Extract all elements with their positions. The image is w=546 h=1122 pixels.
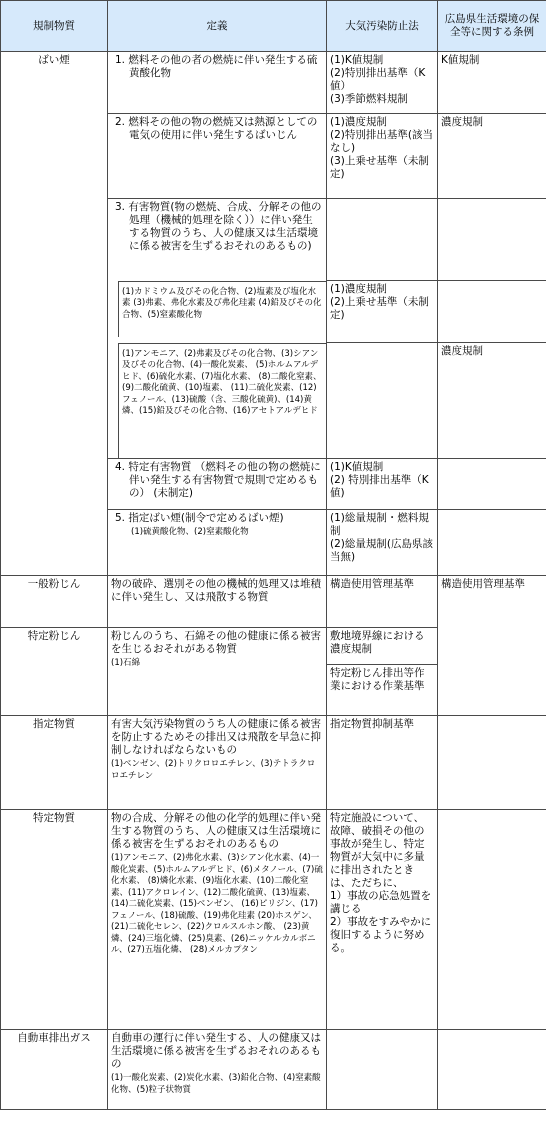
table-row: [1, 576, 546, 628]
ordinance-cell: 濃度規制: [438, 343, 546, 459]
law-cell: [327, 510, 438, 576]
definition-subcell: [108, 281, 327, 343]
definition-cell: [108, 628, 327, 716]
substance-name-tokutei-busshitsu: 特定物質: [1, 810, 108, 1030]
definition-note: (1)一酸化炭素、(2)炭化水素、(3)鉛化合物、(4)窒素酸化物、(5)粒子状物質: [111, 1073, 321, 1095]
law-line: (2)特別排出基準(該当なし): [330, 129, 433, 154]
law-cell: [327, 1030, 438, 1110]
definition-text: 粉じんのうち、石綿その他の健康に係る被害を生じるおそれがある物質: [111, 630, 321, 655]
sub-substance-list: (1)カドミウム及びその化合物、(2)塩素及び塩化水素 (3)弗素、弗化水素及び弗化珪素 (4)鉛及びその化合物、(5)窒素酸化物: [122, 286, 322, 320]
law-line: (2) 特別排出基準（K値): [330, 474, 429, 499]
law-line: 特定施設について、故障、破損その他の事故が発生し、特定物質が大気中に多量に排出されたときは、ただちに、: [330, 812, 425, 889]
table-row: [1, 52, 546, 114]
definition-text: 5. 指定ばい煙(制令で定めるばい煙): [115, 512, 284, 524]
ordinance-cell: [438, 716, 546, 810]
header-air-pollution-law: 大気汚染防止法: [327, 1, 438, 52]
table-row: [1, 810, 546, 1030]
ordinance-cell: [438, 459, 546, 510]
definition-cell: [108, 52, 327, 114]
definition-subcell: [108, 343, 327, 459]
definition-cell: 物の破砕、選別その他の機械的処理又は堆積に伴い発生し、又は飛散する物質: [108, 576, 327, 628]
definition-cell: [108, 459, 327, 510]
ordinance-cell: [438, 199, 546, 281]
law-line: (1)K値規制: [330, 461, 384, 473]
law-cell: [327, 52, 438, 114]
substance-name-jidousha: 自動車排出ガス: [1, 1030, 108, 1110]
definition-text: 1. 燃料その他の者の燃焼に伴い発生する硫黄酸化物: [115, 54, 318, 79]
definition-cell: [108, 716, 327, 810]
definition-note: (1)アンモニア、(2)弗化水素、(3)シアン化水素、(4)一酸化炭素、(5)ホルムアルデヒド、(6)メタノール、(7)硫化水素、 (8)燐化水素、(9)塩化水素、(10)二酸化窒素、(11)アクロレイン、(12)二酸化硫黄、(13)塩素、(14)二硫化炭素、(15)ベンゼン、 (16)ピリジン、(17)フェノール、(18)硫酸、(19)弗化珪素 (20)ホスゲン、(21)二硫化セレン、(22)クロルスルホン酸、 (23)黄燐、(24)三塩化燐、(25)臭素、(26)ニッケルカルボニル、(27)五塩化燐、 (28)メルカプタン: [111, 853, 323, 955]
definition-text: 物の合成、分解その他の化学的処理に伴い発生する物質のうち、人の健康又は生活環境に係る被害を生ずるおそれのあるもの: [111, 812, 321, 850]
substance-name-tokutei-funjin: 特定粉じん: [1, 628, 108, 716]
law-cell: 指定物質抑制基準: [327, 716, 438, 810]
law-line: (2)総量規制(広島県該当無): [330, 538, 433, 563]
law-cell: [327, 114, 438, 199]
definition-note: (1)硫黄酸化物、(2)窒素酸化物: [131, 527, 249, 537]
law-cell: [327, 199, 438, 281]
definition-text: 自動車の運行に伴い発生する、人の健康又は生活環境に係る被害を生ずるおそれのあるもの: [111, 1032, 321, 1070]
ordinance-cell: 構造使用管理基準: [438, 576, 546, 716]
sub-substance-list: (1)アンモニア、(2)弗素及びその化合物、(3)シアン及びその化合物、(4)一酸化炭素、 (5)ホルムアルデヒド、(6)硫化水素、(7)塩化水素、 (8)二酸化窒素、(9)二酸化硫黄、(10)塩素、 (11)二硫化炭素、(12)フェノール、(13)硫酸（含、三酸化硫黄)、(14)黄燐、(15)鉛及びその化合物、(16)アセトアルデヒド: [122, 348, 322, 416]
law-cell: [327, 459, 438, 510]
sub-box: [118, 343, 326, 458]
ordinance-cell: [438, 510, 546, 576]
definition-cell: [108, 114, 327, 199]
law-cell: 構造使用管理基準: [327, 576, 438, 628]
header-row: [1, 1, 546, 52]
sub-box: [118, 281, 326, 337]
ordinance-cell: K値規制: [438, 52, 546, 114]
table-row: [1, 716, 546, 810]
substance-name-shitei-busshitsu: 指定物質: [1, 716, 108, 810]
ordinance-cell: [438, 1030, 546, 1110]
law-line: (2)上乗せ基準（未制定): [330, 296, 429, 321]
law-line: 2）事故をすみやかに復旧するように努める。: [330, 916, 432, 954]
law-cell: [327, 810, 438, 1030]
law-cell: [327, 343, 438, 459]
header-hiroshima-ordinance: 広島県生活環境の保全等に関する条例: [438, 1, 546, 52]
definition-text: 有害大気汚染物質のうち人の健康に係る被害を防止するためその排出又は飛散を早急に抑制しなければならないもの: [111, 718, 321, 756]
definition-note: (1)ベンゼン、(2)トリクロロエチレン、(3)テトラクロロエチレン: [111, 759, 316, 781]
law-cell: 敷地境界線における濃度規制: [327, 628, 438, 665]
law-line: (1)総量規制・燃料規制: [330, 512, 429, 537]
ordinance-cell: 濃度規制: [438, 114, 546, 199]
law-cell: 特定粉じん排出等作業における作業基準: [327, 665, 438, 716]
ordinance-cell: [438, 810, 546, 1030]
table-row: [1, 1030, 546, 1110]
substance-name-ippan-funjin: 一般粉じん: [1, 576, 108, 628]
law-line: (2)特別排出基準（K値）: [330, 67, 426, 92]
law-line: (1)濃度規制: [330, 283, 387, 295]
definition-text: 4. 特定有害物質 （燃料その他の物の燃焼に伴い発生する有害物質で規則で定めるもの） (未制定): [115, 461, 321, 499]
definition-cell: [108, 199, 327, 281]
law-line: (1)K値規制: [330, 54, 384, 66]
law-line: (1)濃度規制: [330, 116, 387, 128]
law-line: (3)季節燃料規制: [330, 93, 408, 105]
definition-cell: [108, 810, 327, 1030]
definition-text: 2. 燃料その他の物の燃焼又は熱源としての電気の使用に伴い発生するばいじん: [115, 116, 318, 141]
definition-cell: [108, 1030, 327, 1110]
ordinance-cell: [438, 281, 546, 343]
definition-note: (1)石綿: [111, 658, 141, 668]
header-definition: 定義: [108, 1, 327, 52]
definition-cell: [108, 510, 327, 576]
header-regulated-substance: 規制物質: [1, 1, 108, 52]
substance-name-baien: ばい煙: [1, 52, 108, 576]
law-line: (3)上乗せ基準（未制定): [330, 155, 429, 180]
law-line: 1）事故の応急処置を講じる: [330, 890, 432, 915]
definition-text: 3. 有害物質(物の燃焼、合成、分解その他の処理（機械的処理を除く））に伴い発生する物質のうち、人の健康又は生活環境に係る被害を生ずるおそれのあるもの): [115, 201, 322, 252]
law-cell: [327, 281, 438, 343]
